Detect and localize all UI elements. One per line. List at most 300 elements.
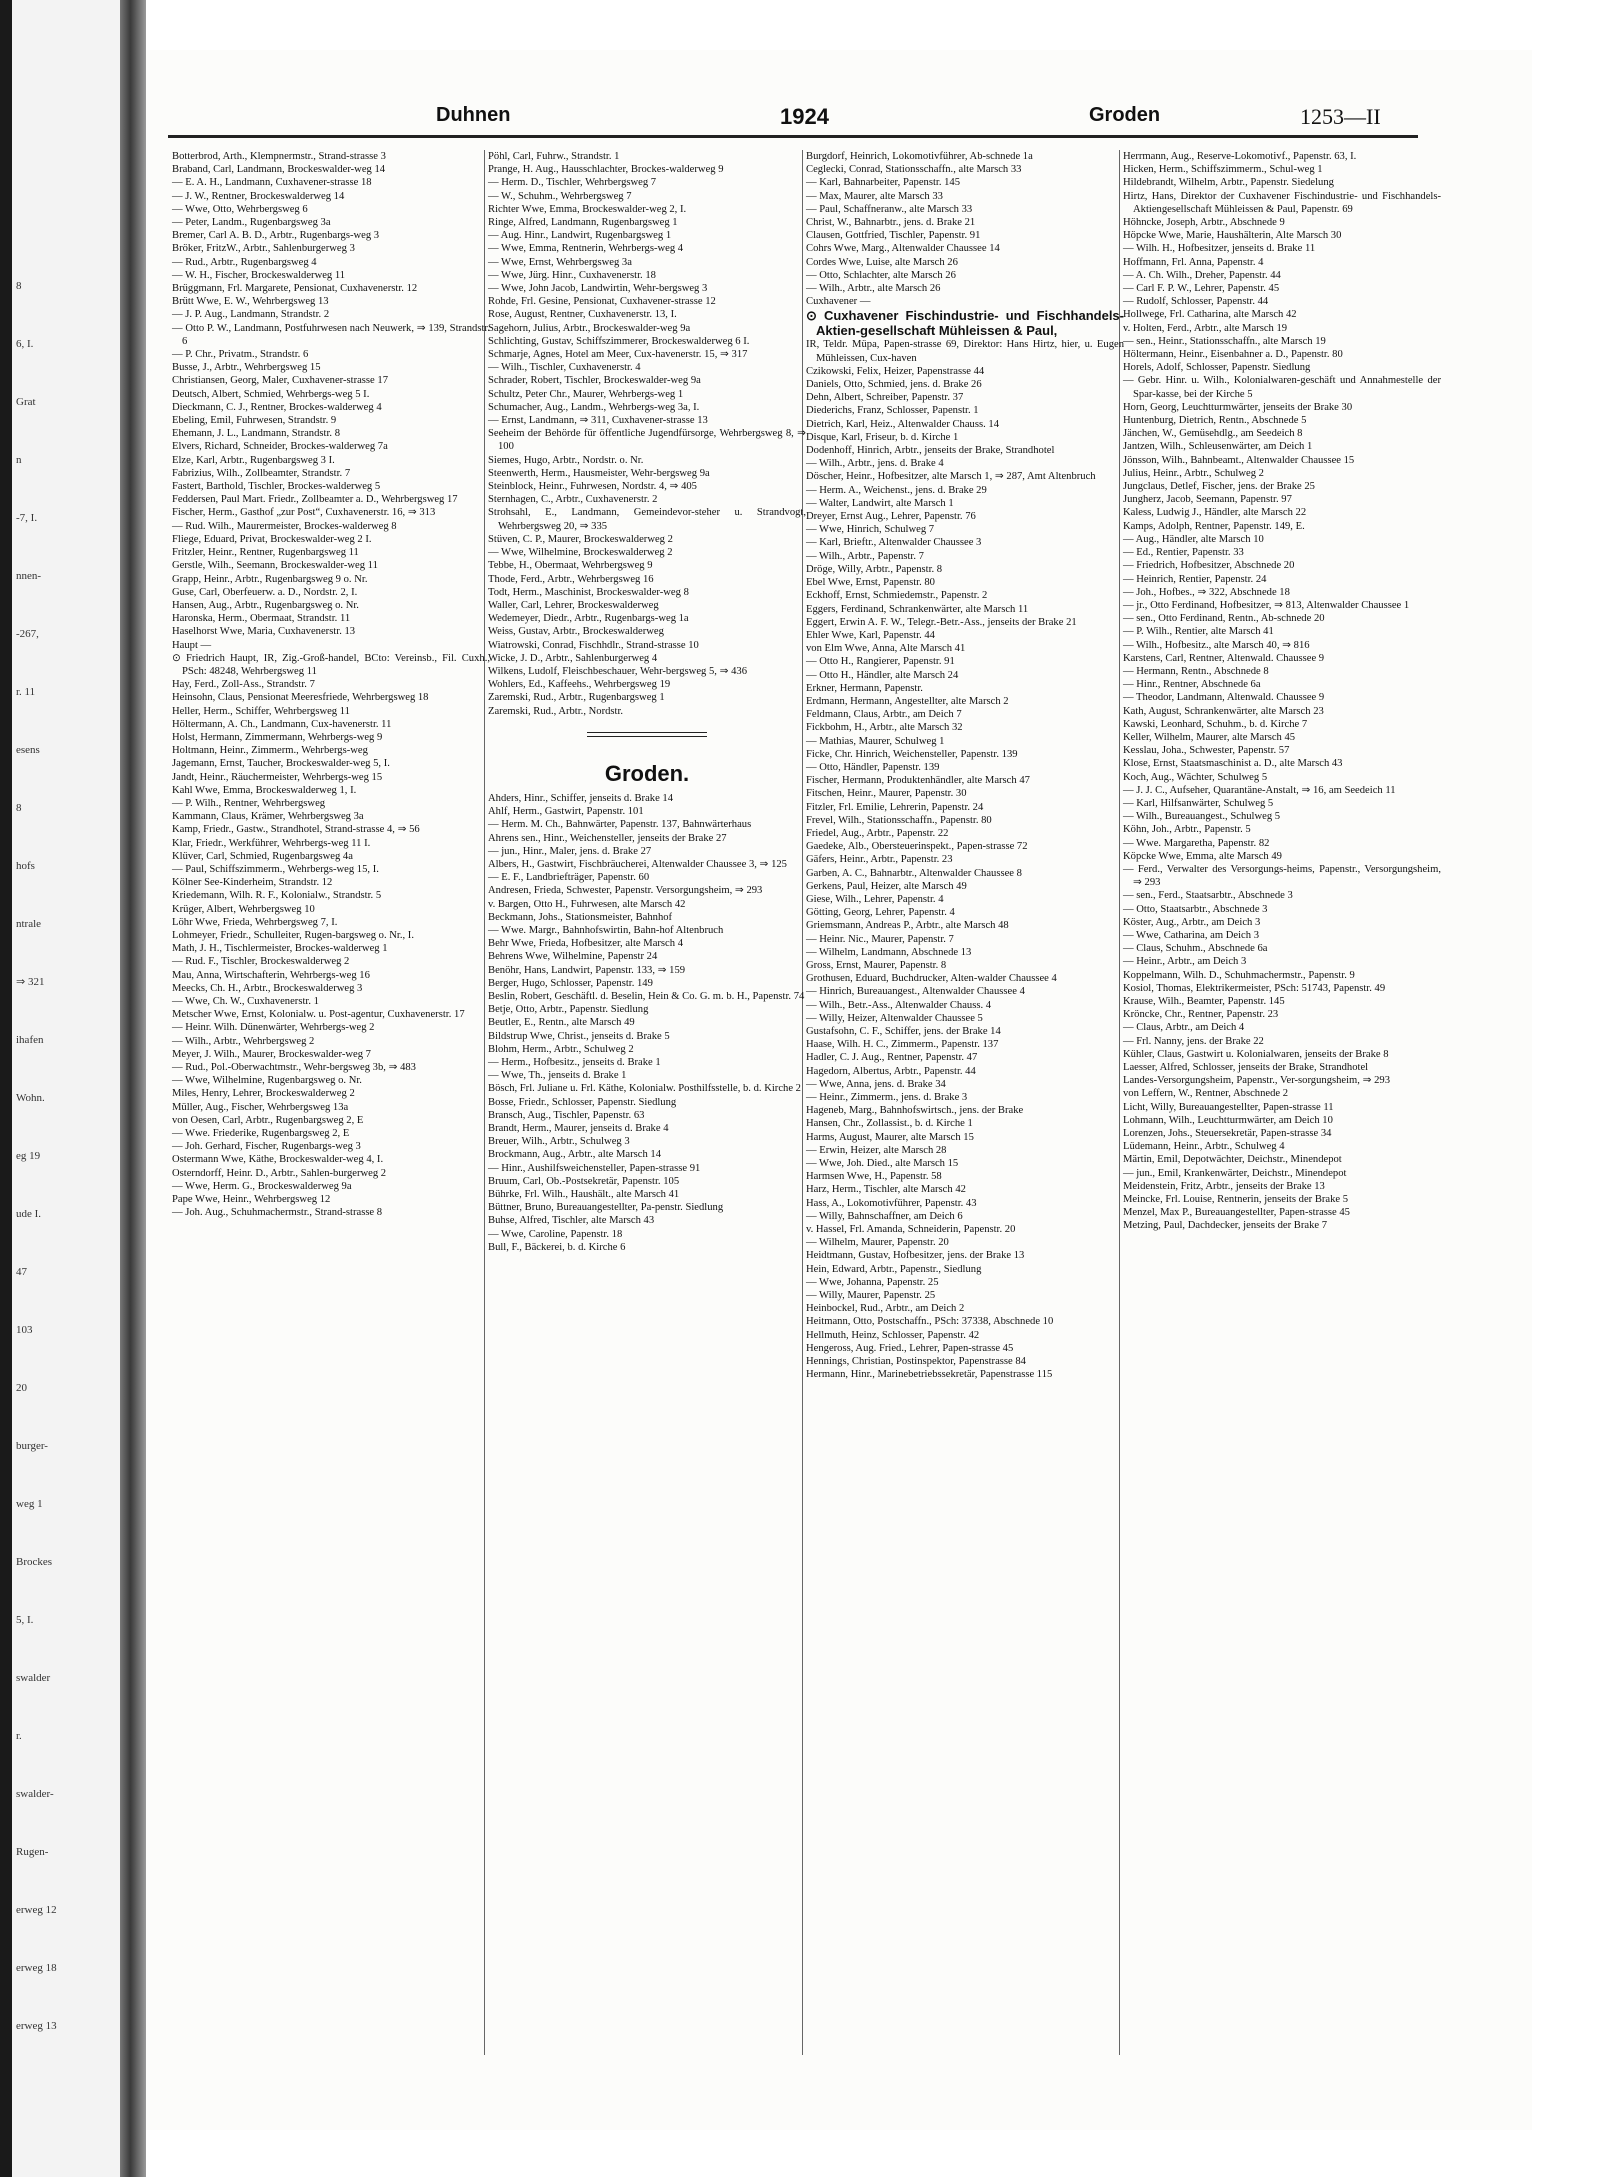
directory-entry: Ahlf, Herm., Gastwirt, Papenstr. 101	[488, 806, 644, 818]
directory-column-2	[488, 150, 806, 1254]
directory-entry: Erdmann, Hermann, Angestellter, alte Marsch 2	[806, 695, 1009, 707]
directory-entry: Bruum, Carl, Ob.-Postsekretär, Papenstr. 105	[488, 1175, 680, 1187]
margin-fragment: ⇒ 321	[16, 976, 45, 988]
directory-entry: — P. Wilh., Rentier, alte Marsch 41	[1123, 626, 1274, 638]
directory-entry: Strohsahl, E., Landmann, Gemeindevor-steher u. Strandvogt, Wehrbergsweg 20, ⇒ 335	[488, 507, 806, 532]
directory-entry: Kölner See-Kinderheim, Strandstr. 12	[172, 877, 333, 889]
directory-entry: Waller, Carl, Lehrer, Brockeswalderweg	[488, 599, 659, 611]
directory-entry: Höltermann, A. Ch., Landmann, Cux-havenerstr. 11	[172, 718, 392, 730]
directory-entry: Beutler, E., Rentn., alte Marsch 49	[488, 1017, 635, 1029]
directory-entry: Hicken, Herm., Schiffszimmerm., Schul-weg 1	[1123, 164, 1323, 176]
directory-entry: — Otto, Staatsarbtr., Abschnede 3	[1123, 903, 1268, 915]
directory-entry: Köhn, Joh., Arbtr., Papenstr. 5	[1123, 824, 1251, 836]
margin-fragment: 47	[16, 1266, 27, 1278]
directory-entry: Bremer, Carl A. B. D., Arbtr., Rugenbargs-weg 3	[172, 230, 380, 242]
directory-entry: Hollwege, Frl. Catharina, alte Marsch 42	[1123, 309, 1297, 321]
directory-entry: Osterndorff, Heinr. D., Arbtr., Sahlen-burgerweg 2	[172, 1167, 387, 1179]
directory-entry: — Wwe, Jürg. Hinr., Cuxhavenerstr. 18	[488, 269, 656, 281]
directory-entry: Jungclaus, Detlef, Fischer, jens. der Brake 25	[1123, 481, 1315, 493]
directory-entry: v. Holten, Ferd., Arbtr., alte Marsch 19	[1123, 322, 1288, 334]
directory-entry: Lohmann, Wilh., Leuchtturmwärter, am Deich 10	[1123, 1114, 1333, 1126]
margin-fragment: 8	[16, 802, 22, 814]
directory-entry: Döscher, Heinr., Hofbesitzer, alte Marsch 1, ⇒ 287, Amt Altenbruch	[806, 471, 1096, 483]
directory-entry: Holtmann, Heinr., Zimmerm., Wehrbergs-weg	[172, 745, 368, 757]
directory-entry: — Otto H., Rangierer, Papenstr. 91	[806, 656, 955, 668]
featured-entry-details: IR, Teldr. Müpa, Papen-strasse 69, Direktor: Hans Hirtz, hier, u. Eugen Mühleissen, Cux-haven	[806, 339, 1124, 364]
directory-entry: — Willy, Heizer, Altenwalder Chaussee 5	[806, 1012, 983, 1024]
directory-entry: Höpcke Wwe, Marie, Haushälterin, Alte Marsch 30	[1123, 230, 1342, 242]
margin-fragment: 5, I.	[16, 1614, 34, 1626]
margin-fragment: erweg 18	[16, 1962, 57, 1974]
directory-entry: Lüdemann, Heinr., Arbtr., Schulweg 4	[1123, 1141, 1285, 1153]
directory-entry: — Wilh., Arbtr., jens. d. Brake 4	[806, 458, 944, 470]
directory-entry: — Wwe, Joh. Died., alte Marsch 15	[806, 1158, 959, 1170]
directory-entry: — Heinr. Nic., Maurer, Papenstr. 7	[806, 933, 954, 945]
directory-entry: — Wwe, Wilhelmine, Rugenbargsweg o. Nr.	[172, 1075, 362, 1087]
directory-entry: Clausen, Gottfried, Tischler, Papenstr. 91	[806, 230, 981, 242]
directory-entry: Mau, Anna, Wirtschafterin, Wehrbergs-weg 16	[172, 969, 370, 981]
directory-entry: Wilkens, Ludolf, Fleischbeschauer, Wehr-bergsweg 5, ⇒ 436	[488, 665, 747, 677]
header-year: 1924	[780, 104, 829, 129]
directory-entry: — jun., Hinr., Maler, jens. d. Brake 27	[488, 845, 652, 857]
directory-entry: Hennings, Christian, Postinspektor, Papenstrasse 84	[806, 1356, 1026, 1368]
directory-entry: Brüggmann, Frl. Margarete, Pensionat, Cuxhavenerstr. 12	[172, 283, 418, 295]
directory-entry: Fischer, Hermann, Produktenhändler, alte Marsch 47	[806, 775, 1030, 787]
directory-entry: v. Bargen, Otto H., Fuhrwesen, alte Marsch 42	[488, 898, 686, 910]
directory-entry: Krause, Wilh., Beamter, Papenstr. 145	[1123, 996, 1285, 1007]
directory-entry: Hermann, Hinr., Marinebetriebssekretär, Papenstrasse 115	[806, 1369, 1053, 1381]
directory-entry: ⊙ Friedrich Haupt, IR, Zig.-Groß-handel, BCto: Vereinsb., Fil. Cuxh., PSch: 48248, Wehrbergsweg 11	[172, 652, 490, 677]
margin-fragment: Grat	[16, 396, 36, 408]
directory-entry: von Oesen, Carl, Arbtr., Rugenbargsweg 2, E	[172, 1114, 364, 1126]
directory-entry: Koch, Aug., Wächter, Schulweg 5	[1123, 771, 1268, 783]
directory-entry: — Karl, Hilfsanwärter, Schulweg 5	[1123, 797, 1274, 809]
directory-entry: Garben, A. C., Bahnarbtr., Altenwalder Chaussee 8	[806, 867, 1022, 879]
directory-entry: Gäfers, Heinr., Arbtr., Papenstr. 23	[806, 854, 953, 866]
directory-entry: Metzing, Paul, Dachdecker, jenseits der Brake 7	[1123, 1220, 1328, 1232]
directory-entry: — J. W., Rentner, Brockeswalderweg 14	[172, 190, 345, 202]
directory-entry: Schlichting, Gustav, Schiffszimmerer, Brockeswalderweg 6 I.	[488, 335, 750, 347]
directory-entry: — Claus, Arbtr., am Deich 4	[1123, 1022, 1245, 1034]
margin-fragment: nnen-	[16, 570, 42, 582]
directory-entry: Büttner, Bruno, Bureauangestellter, Pa-penstr. Siedlung	[488, 1202, 724, 1214]
directory-entry: — Wwe, Wilhelmine, Brockeswalderweg 2	[488, 547, 673, 559]
directory-entry: — P. Wilh., Rentner, Wehrbergsweg	[172, 797, 326, 809]
directory-entry: Hengeross, Aug. Fried., Lehrer, Papen-strasse 45	[806, 1342, 1014, 1354]
directory-entry: Ficke, Chr. Hinrich, Weichensteller, Papenstr. 139	[806, 748, 1018, 760]
directory-entry: — Herm. D., Tischler, Wehrbergsweg 7	[488, 177, 657, 189]
directory-entry: Jungherz, Jacob, Seemann, Papenstr. 97	[1123, 494, 1292, 506]
directory-entry: Grapp, Heinr., Arbtr., Rugenbargsweg 9 o. Nr.	[172, 573, 368, 585]
directory-entry: Jantzen, Wilh., Schleusenwärter, am Deich 1	[1123, 441, 1313, 453]
directory-entry: — J. P. Aug., Landmann, Strandstr. 2	[172, 309, 330, 321]
directory-entry: — E. A. H., Landmann, Cuxhavener-strasse 18	[172, 177, 372, 189]
margin-fragment: 20	[16, 1382, 27, 1394]
directory-entry: — W., Schuhm., Wehrbergsweg 7	[488, 190, 632, 202]
directory-entry: — Carl F. P. W., Lehrer, Papenstr. 45	[1123, 283, 1280, 295]
margin-fragment: -7, I.	[16, 512, 38, 524]
directory-entry: Fischer, Herm., Gasthof „zur Post“, Cuxhavenerstr. 16, ⇒ 313	[172, 507, 436, 519]
directory-entry: — sen., Otto Ferdinand, Rentn., Ab-schnede 20	[1123, 613, 1325, 625]
margin-fragment: erweg 13	[16, 2020, 57, 2032]
directory-entry: — Heinr. Wilh. Dünenwärter, Wehrbergs-weg 2	[172, 1022, 375, 1034]
directory-entry: Andresen, Frieda, Schwester, Papenstr. Versorgungsheim, ⇒ 293	[488, 885, 763, 897]
directory-entry: Ahrens sen., Hinr., Weichensteller, jenseits der Brake 27	[488, 832, 727, 844]
header-left-place: Duhnen	[436, 104, 511, 126]
margin-fragment: r.	[16, 1730, 22, 1742]
directory-entry: Karstens, Carl, Rentner, Altenwald. Chaussee 9	[1123, 652, 1325, 664]
directory-entry: — jr., Otto Ferdinand, Hofbesitzer, ⇒ 813, Altenwalder Chaussee 1	[1123, 599, 1410, 611]
directory-entry: — jun., Emil, Krankenwärter, Deichstr., Minendepot	[1123, 1167, 1347, 1179]
margin-fragment: -267,	[16, 628, 39, 640]
directory-entry: Licht, Willy, Bureauangestellter, Papen-strasse 11	[1123, 1101, 1334, 1113]
directory-entry: — E. F., Landbriefträger, Papenstr. 60	[488, 872, 650, 884]
directory-entry: — Rud. Wilh., Maurermeister, Brockes-walderweg 8	[172, 520, 397, 532]
directory-entry: Behrens Wwe, Wilhelmine, Papenstr 24	[488, 951, 658, 963]
directory-entry: — Rud. F., Tischler, Brockeswalderweg 2	[172, 956, 350, 968]
directory-entry: Pape Wwe, Heinr., Wehrbergsweg 12	[172, 1194, 331, 1206]
directory-entry: — Wwe, Caroline, Papenstr. 18	[488, 1228, 623, 1240]
directory-entry: Ringe, Alfred, Landmann, Rugenbargsweg 1	[488, 217, 678, 229]
directory-entry: — Gebr. Hinr. u. Wilh., Kolonialwaren-geschäft und Annahmestelle der Spar-kasse, bei der Kirche 5	[1123, 375, 1441, 400]
directory-entry: Ebeling, Emil, Fuhrwesen, Strandstr. 9	[172, 415, 337, 427]
directory-entry: Breuer, Wilh., Arbtr., Schulweg 3	[488, 1136, 630, 1148]
directory-entry: Buhse, Alfred, Tischler, alte Marsch 43	[488, 1215, 655, 1227]
directory-entry: — sen., Ferd., Staatsarbtr., Abschnede 3	[1123, 890, 1293, 902]
directory-entry: Cuxhavener —	[806, 296, 871, 308]
directory-column-3	[806, 150, 1124, 1381]
directory-entry: — Otto, Händler, Papenstr. 139	[806, 761, 940, 773]
directory-entry: Bull, F., Bäckerei, b. d. Kirche 6	[488, 1241, 626, 1253]
directory-entry: Pöhl, Carl, Fuhrw., Strandstr. 1	[488, 151, 620, 162]
directory-entry: — Max, Maurer, alte Marsch 33	[806, 190, 943, 202]
directory-entry: Kühler, Claus, Gastwirt u. Kolonialwaren, jenseits der Brake 8	[1123, 1048, 1389, 1060]
directory-entry: Botterbrod, Arth., Klempnermstr., Strand-strasse 3	[172, 151, 386, 162]
directory-entry: — Walter, Landwirt, alte Marsch 1	[806, 497, 954, 509]
directory-entry: — Hinr., Rentner, Abschnede 6a	[1123, 679, 1261, 691]
directory-entry: Bührke, Frl. Wilh., Haushält., alte Marsch 41	[488, 1189, 680, 1201]
directory-entry: Ostermann Wwe, Käthe, Brockeswalder-weg 4, I.	[172, 1154, 384, 1166]
directory-entry: Lorenzen, Johs., Steuersekretär, Papen-strasse 34	[1123, 1128, 1332, 1140]
directory-entry: — Peter, Landm., Rugenbargsweg 3a	[172, 217, 331, 229]
directory-entry: Fabrizius, Wilh., Zollbeamter, Strandstr. 7	[172, 467, 351, 479]
directory-entry: Meecks, Ch. H., Arbtr., Brockeswalderweg 3	[172, 982, 363, 994]
directory-entry: Julius, Heinr., Arbtr., Schulweg 2	[1123, 467, 1264, 479]
directory-entry: — Wilh. H., Hofbesitzer, jenseits d. Brake 11	[1123, 243, 1316, 255]
directory-entry: Prange, H. Aug., Hausschlachter, Brockes-walderweg 9	[488, 164, 724, 176]
directory-entry: Hein, Edward, Arbtr., Papenstr., Siedlung	[806, 1263, 982, 1275]
directory-entry: Czikowski, Felix, Heizer, Papenstrasse 44	[806, 365, 985, 377]
featured-entry-cuxhavener: ⊙ Cuxhavener Fischindustrie- und Fischhandels-Aktien-gesellschaft Mühleissen & Paul,	[806, 308, 1124, 339]
directory-entry: Dieckmann, C. J., Rentner, Brockes-walderweg 4	[172, 401, 382, 413]
book-gutter	[120, 0, 146, 2177]
directory-entry: Elvers, Richard, Schneider, Brockes-walderweg 7a	[172, 441, 388, 453]
directory-entry: — Wwe. Margr., Bahnhofswirtin, Bahn-hof Altenbruch	[488, 924, 724, 936]
directory-entry: — Heinr., Zimmerm., jens. d. Brake 3	[806, 1092, 968, 1104]
header-rule	[168, 135, 1418, 138]
directory-entry: Fickbohm, H., Arbtr., alte Marsch 32	[806, 722, 963, 734]
directory-entry: Grothusen, Eduard, Buchdrucker, Alten-walder Chaussee 4	[806, 973, 1057, 985]
directory-entry: v. Hassel, Frl. Amanda, Schneiderin, Papenstr. 20	[806, 1224, 1016, 1236]
directory-entry: — Wilh., Arbtr., Papenstr. 7	[806, 550, 924, 562]
directory-entry: — Joh. Gerhard, Fischer, Rugenbargs-weg 3	[172, 1141, 361, 1153]
directory-entry: Eggert, Erwin A. F. W., Telegr.-Betr.-Ass., jenseits der Brake 21	[806, 616, 1077, 628]
directory-entry: Heidtmann, Gustav, Hofbesitzer, jens. der Brake 13	[806, 1250, 1025, 1262]
previous-page-margin	[12, 0, 120, 2177]
directory-entry: Dodenhoff, Hinrich, Arbtr., jenseits der Brake, Strandhotel	[806, 445, 1055, 457]
directory-entry: Landes-Versorgungsheim, Papenstr., Ver-sorgungsheim, ⇒ 293	[1123, 1075, 1391, 1087]
directory-entry: — Willy, Maurer, Papenstr. 25	[806, 1290, 936, 1302]
directory-entry: Rose, August, Rentner, Cuxhavenerstr. 13, I.	[488, 309, 677, 321]
directory-entry: — Erwin, Heizer, alte Marsch 28	[806, 1144, 947, 1156]
directory-entry: Klüver, Carl, Schmied, Rugenbargsweg 4a	[172, 850, 353, 862]
directory-entry: Deutsch, Albert, Schmied, Wehrbergs-weg 5 I.	[172, 388, 370, 400]
directory-entry: Blohm, Herm., Arbtr., Schulweg 2	[488, 1043, 634, 1055]
directory-entry: — W. H., Fischer, Brockeswalderweg 11	[172, 269, 346, 281]
directory-entry: Erkner, Hermann, Papenstr.	[806, 682, 923, 694]
directory-entry: — Wilh., Tischler, Cuxhavenerstr. 4	[488, 362, 641, 374]
directory-entry: Ehemann, J. L., Landmann, Strandstr. 8	[172, 428, 340, 440]
directory-entry: Elze, Karl, Arbtr., Rugenbargsweg 3 I.	[172, 454, 335, 466]
directory-entry: Bosse, Friedr., Schlosser, Papenstr. Siedlung	[488, 1096, 677, 1108]
directory-entry: — Wilhelm, Maurer, Papenstr. 20	[806, 1237, 949, 1249]
directory-entry: — Otto P. W., Landmann, Postfuhrwesen nach Neuwerk, ⇒ 139, Strandstr. 6	[172, 322, 490, 347]
directory-entry: Jänchen, W., Gemüsehdlg., am Seedeich 8	[1123, 428, 1303, 440]
directory-entry: Jandt, Heinr., Räuchermeister, Wehrbergs-weg 15	[172, 771, 383, 783]
directory-entry: Kesslau, Joha., Schwester, Papenstr. 57	[1123, 745, 1290, 757]
directory-entry: Gaedeke, Alb., Obersteuerinspekt., Papen-strasse 72	[806, 841, 1028, 853]
directory-entry: Dreyer, Ernst Aug., Lehrer, Papenstr. 76	[806, 511, 976, 523]
directory-entry: Kaless, Ludwig J., Händler, alte Marsch 22	[1123, 507, 1307, 519]
directory-entry: — Wwe, Ch. W., Cuxhavenerstr. 1	[172, 996, 319, 1007]
directory-entry: Fliege, Eduard, Privat, Brockeswalder-weg 2 I.	[172, 533, 372, 545]
margin-fragment: swalder-	[16, 1788, 54, 1800]
directory-entry: Keller, Wilhelm, Maurer, alte Marsch 45	[1123, 731, 1296, 743]
directory-entry: — Wwe, Anna, jens. d. Brake 34	[806, 1078, 946, 1090]
directory-entry: Kawski, Leonhard, Schuhm., b. d. Kirche 7	[1123, 718, 1308, 730]
directory-entry: Schumacher, Aug., Landm., Wehrbergs-weg 3a, I.	[488, 401, 700, 413]
margin-fragment: swalder	[16, 1672, 51, 1684]
directory-entry: — Willy, Bahnschaffner, am Deich 6	[806, 1210, 963, 1222]
directory-entry: Köpcke Wwe, Emma, alte Marsch 49	[1123, 850, 1282, 862]
directory-entry: Kosiol, Thomas, Elektrikermeister, PSch: 51743, Papenstr. 49	[1123, 982, 1386, 994]
directory-column-4	[1123, 150, 1441, 1233]
directory-entry: Hadler, C. J. Aug., Rentner, Papenstr. 47	[806, 1052, 978, 1064]
directory-entry: — Ferd., Verwalter des Versorgungs-heims, Papenstr., Versorgungsheim, ⇒ 293	[1123, 863, 1441, 889]
directory-entry: Kröncke, Chr., Rentner, Papenstr. 23	[1123, 1009, 1279, 1021]
directory-entry: Steinblock, Heinr., Fuhrwesen, Nordstr. 4, ⇒ 405	[488, 481, 697, 493]
directory-entry: Märtin, Emil, Depotwächter, Deichstr., Minendepot	[1123, 1154, 1342, 1166]
directory-entry: — Wwe, Ernst, Wehrbergsweg 3a	[488, 256, 632, 268]
directory-entry: Wicke, J. D., Arbtr., Sahlenburgerweg 4	[488, 652, 658, 664]
margin-fragment: burger-	[16, 1440, 48, 1452]
directory-entry: Frevel, Wilh., Stationsschaffn., Papenstr. 80	[806, 814, 992, 826]
directory-entry: Fastert, Barthold, Tischler, Brockes-walderweg 5	[172, 481, 381, 493]
margin-fragment: n	[16, 454, 22, 466]
directory-entry: Thode, Ferd., Arbtr., Wehrbergsweg 16	[488, 573, 654, 585]
directory-entry: Eckhoff, Ernst, Schmiedemstr., Papenstr. 2	[806, 590, 988, 602]
directory-entry: Gerkens, Paul, Heizer, alte Marsch 49	[806, 880, 967, 892]
directory-entry: Bröker, FritzW., Arbtr., Sahlenburgerweg 3	[172, 243, 355, 255]
directory-entry: — Wwe, Johanna, Papenstr. 25	[806, 1276, 939, 1288]
directory-entry: Guse, Carl, Oberfeuerw. a. D., Nordstr. 2, I.	[172, 586, 358, 598]
directory-entry: — Wilh., Hofbesitz., alte Marsch 40, ⇒ 816	[1123, 639, 1310, 651]
margin-fragment: r. 11	[16, 686, 36, 698]
directory-entry: Klar, Friedr., Werkführer, Wehrbergs-weg 11 I.	[172, 837, 371, 849]
margin-fragment: 8	[16, 280, 22, 292]
directory-entry: Albers, H., Gastwirt, Fischbräucherei, Altenwalder Chaussee 3, ⇒ 125	[488, 858, 787, 870]
directory-entry: Heinsohn, Claus, Pensionat Meeresfriede, Wehrbergsweg 18	[172, 692, 429, 704]
directory-entry: Hellmuth, Heinz, Schlosser, Papenstr. 42	[806, 1329, 980, 1341]
section-divider	[587, 732, 707, 737]
directory-entry: Sternhagen, C., Arbtr., Cuxhavenerstr. 2	[488, 494, 658, 506]
directory-entry: Höhncke, Joseph, Arbtr., Abschnede 9	[1123, 217, 1285, 229]
directory-entry: Herrmann, Aug., Reserve-Lokomotivf., Papenstr. 63, I.	[1123, 151, 1357, 162]
directory-entry: Höltermann, Heinr., Eisenbahner a. D., Papenstr. 80	[1123, 349, 1343, 361]
directory-entry: Disque, Karl, Friseur, b. d. Kirche 1	[806, 431, 959, 443]
directory-entry: Ceglecki, Conrad, Stationsschaffn., alte Marsch 33	[806, 164, 1022, 176]
directory-entry: Hageneb, Marg., Bahnhofswirtsch., jens. der Brake	[806, 1105, 1024, 1117]
directory-entry: — Wwe. Margaretha, Papenstr. 82	[1123, 837, 1270, 849]
directory-entry: Haronska, Herm., Obermaat, Strandstr. 11	[172, 613, 351, 625]
directory-entry: Weiss, Gustav, Arbtr., Brockeswalderweg	[488, 626, 664, 638]
directory-entry: Cordes Wwe, Luise, alte Marsch 26	[806, 256, 958, 268]
directory-entry: Zaremski, Rud., Arbtr., Nordstr.	[488, 705, 624, 717]
margin-fragment: 103	[16, 1324, 33, 1336]
directory-entry: — Friedrich, Hofbesitzer, Abschnede 20	[1123, 560, 1295, 572]
directory-entry: — Herm. M. Ch., Bahnwärter, Papenstr. 137, Bahnwärterhaus	[488, 819, 752, 831]
directory-entry: — Wwe. Friederike, Rugenbargsweg 2, E	[172, 1128, 350, 1140]
directory-entry: Dehn, Albert, Schreiber, Papenstr. 37	[806, 392, 964, 404]
directory-entry: Kamp, Friedr., Gastw., Strandhotel, Strand-strasse 4, ⇒ 56	[172, 824, 420, 836]
directory-entry: — Aug. Hinr., Landwirt, Rugenbargsweg 1	[488, 230, 672, 242]
directory-entry: Dröge, Willy, Arbtr., Papenstr. 8	[806, 563, 943, 575]
directory-entry: Götting, Georg, Lehrer, Papenstr. 4	[806, 907, 955, 919]
directory-entry: Ehler Wwe, Karl, Papenstr. 44	[806, 629, 935, 641]
directory-entry: Köster, Aug., Arbtr., am Deich 3	[1123, 916, 1261, 928]
directory-entry: Cohrs Wwe, Marg., Altenwalder Chaussee 14	[806, 243, 1000, 255]
directory-entry: — Ed., Rentier, Papenstr. 33	[1123, 547, 1244, 559]
directory-entry: — Wilh., Betr.-Ass., Altenwalder Chauss. 4	[806, 999, 992, 1011]
directory-entry: — J. J. C., Aufseher, Quarantäne-Anstalt, ⇒ 16, am Seedeich 11	[1123, 784, 1396, 796]
margin-fragment: hofs	[16, 860, 35, 872]
directory-entry: Metscher Wwe, Ernst, Kolonialw. u. Post-agentur, Cuxhavenerstr. 17	[172, 1009, 465, 1021]
directory-entry: Dietrich, Karl, Heiz., Altenwalder Chauss. 14	[806, 418, 999, 430]
directory-entry: von Leffern, W., Rentner, Abschnede 2	[1123, 1088, 1289, 1100]
margin-fragment: ihafen	[16, 1034, 44, 1046]
directory-entry: Haupt —	[172, 639, 212, 651]
directory-entry: — Herm. A., Weichenst., jens. d. Brake 29	[806, 484, 987, 496]
directory-entry: Koppelmann, Wilh. D., Schuhmachermstr., Papenstr. 9	[1123, 969, 1355, 981]
directory-entry: Ebel Wwe, Ernst, Papenstr. 80	[806, 577, 935, 589]
margin-fragment: Rugen-	[16, 1846, 49, 1858]
directory-entry: Burgdorf, Heinrich, Lokomotivführer, Ab-schnede 1a	[806, 151, 1033, 162]
directory-entry: — Wwe, John Jacob, Landwirtin, Wehr-bergsweg 3	[488, 283, 708, 295]
directory-entry: — Otto H., Händler, alte Marsch 24	[806, 669, 959, 681]
directory-entry: — P. Chr., Privatm., Strandstr. 6	[172, 349, 309, 361]
margin-fragment: esens	[16, 744, 40, 756]
directory-entry: Harms, August, Maurer, alte Marsch 15	[806, 1131, 974, 1143]
directory-entry: Schmarje, Agnes, Hotel am Meer, Cux-havenerstr. 15, ⇒ 317	[488, 349, 748, 361]
directory-entry: Hagedorn, Albertus, Arbtr., Papenstr. 44	[806, 1065, 976, 1077]
margin-fragment: ntrale	[16, 918, 42, 930]
directory-entry: — Karl, Bahnarbeiter, Papenstr. 145	[806, 177, 961, 189]
directory-entry: Kamps, Adolph, Rentner, Papenstr. 149, E.	[1123, 520, 1305, 532]
directory-entry: Zaremski, Rud., Arbtr., Rugenbargsweg 1	[488, 692, 665, 704]
directory-entry: Kriedemann, Wilh. R. F., Kolonialw., Strandstr. 5	[172, 890, 382, 902]
directory-entry: — sen., Heinr., Stationsschaffn., alte Marsch 19	[1123, 335, 1326, 347]
directory-entry: Eggers, Ferdinand, Schrankenwärter, alte Marsch 11	[806, 603, 1029, 615]
directory-entry: Lohmeyer, Friedr., Schulleiter, Rugen-bargsweg o. Nr., I.	[172, 929, 414, 941]
directory-entry: Rohde, Frl. Gesine, Pensionat, Cuxhavener-strasse 12	[488, 296, 716, 308]
directory-entry: Math, J. H., Tischlermeister, Brockes-walderweg 1	[172, 943, 388, 955]
directory-entry: Miles, Henry, Lehrer, Brockeswalderweg 2	[172, 1088, 355, 1100]
directory-entry: Löhr Wwe, Frieda, Wehrbergsweg 7, I.	[172, 916, 338, 928]
directory-entry: Braband, Carl, Landmann, Brockeswalder-weg 14	[172, 164, 386, 176]
directory-entry: Gerstle, Wilh., Seemann, Brockeswalder-weg 11	[172, 560, 378, 572]
directory-entry: — Otto, Schlachter, alte Marsch 26	[806, 269, 956, 281]
directory-entry: Kammann, Claus, Krämer, Wehrbergsweg 3a	[172, 811, 364, 823]
directory-entry: Bildstrup Wwe, Christ., jenseits d. Brake 5	[488, 1030, 670, 1042]
margin-fragment: ude I.	[16, 1208, 42, 1220]
directory-entry: — Hinr., Aushilfsweichensteller, Papen-strasse 91	[488, 1162, 701, 1174]
directory-entry: Feldmann, Claus, Arbtr., am Deich 7	[806, 709, 962, 721]
directory-entry: Wiatrowski, Conrad, Fischhdlr., Strand-strasse 10	[488, 639, 699, 651]
directory-entry: von Elm Wwe, Anna, Alte Marsch 41	[806, 643, 966, 655]
directory-entry: Tebbe, H., Obermaat, Wehrbergsweg 9	[488, 560, 653, 572]
directory-entry: — Wilh., Bureauangest., Schulweg 5	[1123, 811, 1281, 823]
directory-entry: Horn, Georg, Leuchtturmwärter, jenseits der Brake 30	[1123, 401, 1353, 413]
directory-entry: — Wilh., Arbtr., alte Marsch 26	[806, 283, 941, 295]
directory-entry: Meyer, J. Wilh., Maurer, Brockeswalder-weg 7	[172, 1048, 371, 1060]
directory-entry: Busse, J., Arbtr., Wehrbergsweg 15	[172, 362, 321, 374]
directory-entry: Hansen, Aug., Arbtr., Rugenbargsweg o. Nr.	[172, 599, 359, 611]
directory-entry: Klose, Ernst, Staatsmaschinist a. D., alte Marsch 43	[1123, 758, 1343, 770]
directory-entry: — Wilhelm, Landmann, Abschnede 13	[806, 946, 972, 958]
directory-entry: Hansen, Chr., Zollassist., b. d. Kirche 1	[806, 1118, 973, 1130]
directory-entry: Heitmann, Otto, Postschaffn., PSch: 37338, Abschnede 10	[806, 1316, 1054, 1328]
directory-entry: Wohlers, Ed., Kaffeehs., Wehrbergsweg 19	[488, 679, 671, 691]
directory-entry: Ahders, Hinr., Schiffer, jenseits d. Brake 14	[488, 792, 674, 804]
margin-fragment: 6, I.	[16, 338, 34, 350]
margin-fragment: weg 1	[16, 1498, 43, 1510]
directory-entry: Meincke, Frl. Louise, Rentnerin, jenseits der Brake 5	[1123, 1194, 1349, 1206]
directory-entry: Bösch, Frl. Juliane u. Frl. Käthe, Kolonialw. Posthilfsstelle, b. d. Kirche 2	[488, 1083, 801, 1095]
directory-entry: Brandt, Herm., Maurer, jenseits d. Brake 4	[488, 1123, 669, 1135]
directory-entry: Benöhr, Hans, Landwirt, Papenstr. 133, ⇒ 159	[488, 964, 686, 976]
directory-entry: Haselhorst Wwe, Maria, Cuxhavenerstr. 13	[172, 626, 356, 638]
directory-entry: — Wwe, Otto, Wehrbergsweg 6	[172, 203, 308, 215]
directory-entry: — Wwe, Catharina, am Deich 3	[1123, 929, 1260, 941]
directory-entry: Christ, W., Bahnarbtr., jens. d. Brake 21	[806, 217, 976, 229]
directory-entry: Bransch, Aug., Tischler, Papenstr. 63	[488, 1109, 645, 1121]
directory-entry: Jagemann, Ernst, Taucher, Brockeswalder-weg 5, I.	[172, 758, 390, 770]
directory-entry: — Hermann, Rentn., Abschnede 8	[1123, 665, 1269, 677]
directory-entry: Behr Wwe, Frieda, Hofbesitzer, alte Marsch 4	[488, 938, 684, 950]
directory-entry: Giese, Wilh., Lehrer, Papenstr. 4	[806, 893, 944, 905]
directory-entry: Stüven, C. P., Maurer, Brockeswalderweg 2	[488, 533, 673, 545]
directory-entry: Laesser, Alfred, Schlosser, jenseits der Brake, Strandhotel	[1123, 1062, 1369, 1074]
directory-entry: Brockmann, Aug., Arbtr., alte Marsch 14	[488, 1149, 662, 1161]
margin-fragment: eg 19	[16, 1150, 41, 1162]
directory-entry: — Hinrich, Bureauangest., Altenwalder Chaussee 4	[806, 986, 1025, 998]
directory-entry: — Heinr., Arbtr., am Deich 3	[1123, 956, 1247, 968]
directory-entry: — Wwe, Emma, Rentnerin, Wehrbergs-weg 4	[488, 243, 684, 255]
directory-entry: — Paul, Schiffszimmerm., Wehrbergs-weg 15, I.	[172, 863, 379, 875]
directory-entry: Schultz, Peter Chr., Maurer, Wehrbergs-weg 1	[488, 388, 684, 400]
directory-entry: — Aug., Händler, alte Marsch 10	[1123, 533, 1264, 545]
margin-fragment: Wohn.	[16, 1092, 45, 1104]
